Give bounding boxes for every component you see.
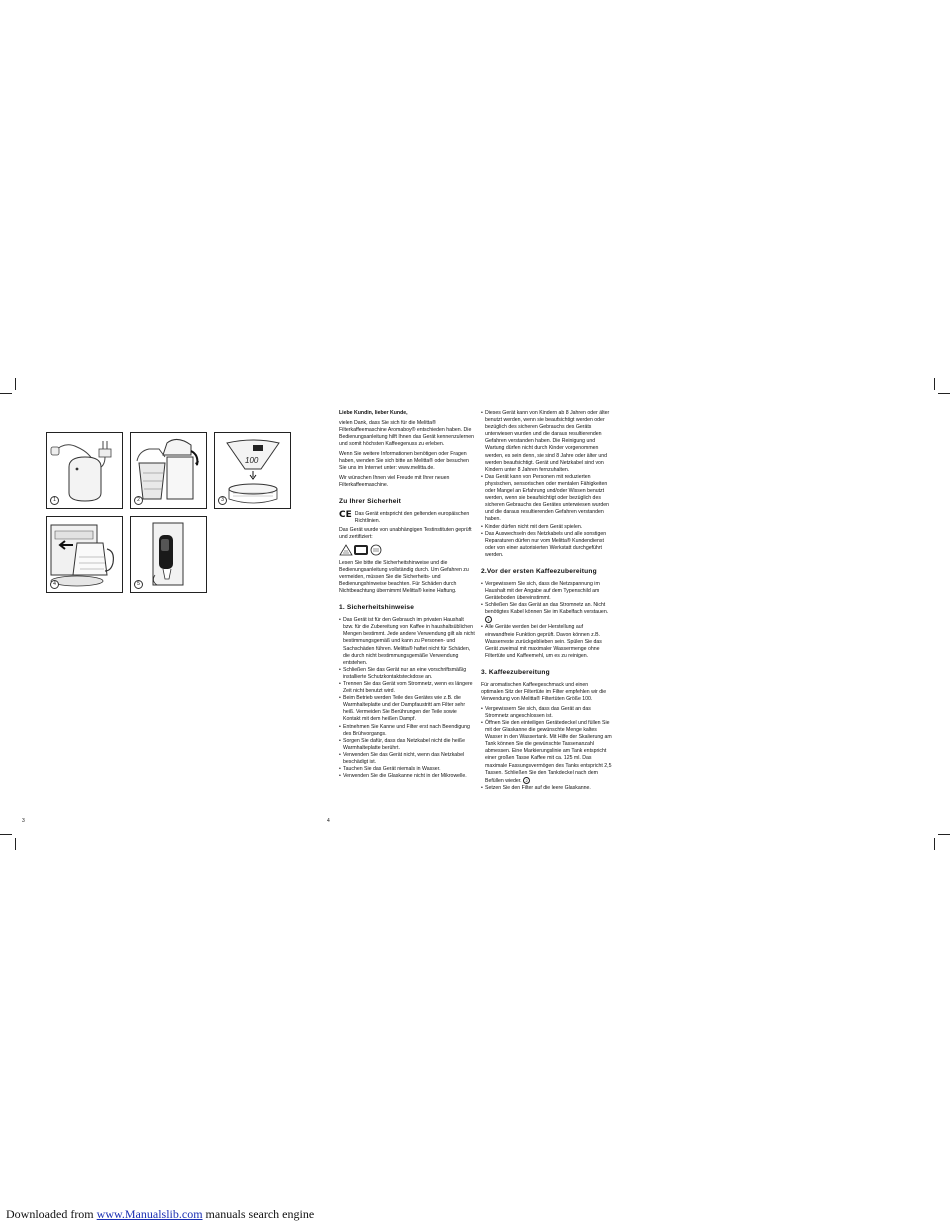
filter-100-icon <box>215 433 290 508</box>
ce-text: Das Gerät entspricht den geltenden europäischen Richtlinien. <box>354 510 470 524</box>
crop-mark <box>938 393 950 394</box>
intro-paragraph: vielen Dank, dass Sie sich für die Melitta® Filterkaffeemaschine Aromaboy® entschieden haben. Die Bedienungsanleitung hilft Ihnen das Gerät kennenzulernen und somit höchsten Kaffeegenuss zu erleben. <box>339 419 474 447</box>
list-item: • Vergewissern Sie sich, dass die Netzspannung im Haushalt mit der Angabe auf dem Typenschild am Geräteboden übereinstimmt. <box>481 581 612 602</box>
plug-machine-icon <box>47 433 122 508</box>
safety-note: Lesen Sie bitte die Sicherheitshinweise und die Bedienungsanleitung vollständig durch. Um Gefahren zu vermeiden, müssen Sie die Sicherheits- und Bedienungshinweise beachten. Für Schäden durch Nichtbeachtung übernimmt Melitta® keine Haftung. <box>339 559 469 595</box>
heading-section-3: 3. Kaffeezubereitung <box>481 668 550 676</box>
list-item: • Vergewissern Sie sich, dass das Gerät an das Stromnetz angeschlossen ist. <box>481 706 612 720</box>
page-number-right: 4 <box>327 818 330 824</box>
salutation: Liebe Kundin, lieber Kunde, <box>339 410 408 416</box>
figure-4 <box>46 516 123 593</box>
list-item: • Tauchen Sie das Gerät niemals in Wasser. <box>339 766 475 773</box>
list-item: • Öffnen Sie den einteiligen Gerätedeckel und füllen Sie mit der Glaskanne die gewünschte Menge kaltes Wasser in den Wassertank. Mit Hilfe der Skalierung am Tank können Sie die gewünschte Tassenanzahl abmessen. Eine Markierungslinie am Tank entspricht einer großen Tasse Kaffee mit ca. 125 ml. Das maximale Fassungsvermögen des Tanks entspricht 2,5 Tassen. Schließen Sie den Tankdeckel nach dem Befüllen wieder. 2 <box>481 720 612 785</box>
svg-text:100: 100 <box>245 456 259 465</box>
switch-icon <box>131 517 206 592</box>
certification-marks <box>339 544 475 556</box>
footer-suffix: manuals search engine <box>202 1207 315 1221</box>
manualslib-link[interactable]: www.Manualslib.com <box>96 1207 203 1221</box>
safety-list <box>339 617 475 780</box>
crop-mark <box>0 393 12 394</box>
crop-mark <box>15 378 16 390</box>
figure-1 <box>46 432 123 509</box>
tested-text: Das Gerät wurde von unabhängigen Testinstituten geprüft und zertifiziert: <box>339 526 472 540</box>
ce-mark-icon: CE <box>339 509 352 520</box>
figure-number: 1 <box>50 496 59 505</box>
figure-number: 4 <box>50 580 59 589</box>
list-item: • Setzen Sie den Filter auf die leere Glaskanne. <box>481 785 612 792</box>
crop-mark <box>0 834 12 835</box>
list-item: • Das Gerät ist für den Gebrauch im privaten Haushalt bzw. für die Zubereitung von Kaffee in haushaltsüblichen Mengen bestimmt. Jede andere Verwendung gilt als nicht bestimmungsgemäß und kann zu Personen- und Sachschäden führen. Melitta® haftet nicht für Schäden, die durch nicht bestimmungsgemäße Verwendung entstehen. <box>339 617 475 667</box>
figure-number: 2 <box>134 496 143 505</box>
heading-safety: Zu Ihrer Sicherheit <box>339 497 402 505</box>
list-item: • Verwenden Sie das Gerät nicht, wenn das Netzkabel beschädigt ist. <box>339 752 475 766</box>
list-item: • Schließen Sie das Gerät an das Stromnetz an. Nicht benötigtes Kabel können Sie im Kabelfach verstauen. 1 <box>481 602 612 624</box>
list-item: • Das Auswechseln des Netzkabels und alle sonstigen Reparaturen dürfen nur vom Melitta® Kundendienst oder von einer autorisierten Werkstatt durchgeführt werden. <box>481 531 612 559</box>
figure-number: 3 <box>218 496 227 505</box>
figure-ref-icon: 2 <box>523 777 530 784</box>
intro-paragraph: Wenn Sie weitere Informationen benötigen oder Fragen haben, wenden Sie sich bitte an Melitta® oder besuchen Sie uns im Internet unter: www.melitta.de. <box>339 450 469 471</box>
column-left <box>339 410 475 783</box>
list-item: • Beim Betrieb werden Teile des Gerätes wie z.B. die Warmhalteplatte und der Dampfaustritt am Filter sehr heiß. Vermeiden Sie Berührungen der Teile sowie Kontakt mit dem heißen Dampf. <box>339 695 475 723</box>
list-item: • Entnehmen Sie Kanne und Filter erst nach Beendigung des Brühvorgangs. <box>339 724 475 738</box>
water-tank-icon <box>131 433 206 508</box>
footer-prefix: Downloaded from <box>6 1207 97 1221</box>
first-use-list <box>481 581 612 660</box>
list-item: • Kinder dürfen nicht mit dem Gerät spielen. <box>481 524 612 531</box>
crop-mark <box>15 838 16 850</box>
page-number-left: 3 <box>22 818 25 824</box>
list-item: • Sorgen Sie dafür, dass das Netzkabel nicht die heiße Warmhalteplatte berührt. <box>339 738 475 752</box>
list-item: • Verwenden Sie die Glaskanne nicht in der Mikrowelle. <box>339 773 475 780</box>
brewing-list <box>481 706 612 792</box>
figure-2 <box>130 432 207 509</box>
crop-mark <box>938 834 950 835</box>
heading-section-2: 2.Vor der ersten Kaffeezubereitung <box>481 567 597 575</box>
figure-5 <box>130 516 207 593</box>
brewing-intro: Für aromatischen Kaffeegeschmack und einen optimalen Sitz der Filtertüte im Filter empfehlen wir die Verwendung von Melitta® Filtertüten Größe 100. <box>481 681 607 703</box>
crop-mark <box>934 378 935 390</box>
crop-mark <box>934 838 935 850</box>
ce-statement <box>339 511 475 525</box>
list-item: • Trennen Sie das Gerät vom Stromnetz, wenn es längere Zeit nicht benutzt wird. <box>339 681 475 695</box>
list-item: • Das Gerät kann von Personen mit reduzierten physischen, sensorischen oder mentalen Fähigkeiten oder Mangel an Erfahrung und/oder Wissen benutzt werden, wenn sie beaufsichtigt oder bezüglich des sicheren Gebrauchs des Gerätes unterwiesen wurden und die daraus resultierenden Gefahren verstanden haben. <box>481 474 612 524</box>
insert-carafe-icon <box>47 517 122 592</box>
intro-paragraph: Wir wünschen Ihnen viel Freude mit Ihrer neuen Filterkaffeemaschine. <box>339 474 450 488</box>
figure-3 <box>214 432 291 509</box>
figure-ref-icon: 1 <box>485 616 492 623</box>
list-item: • Alle Geräte werden bei der Herstellung auf einwandfreie Funktion geprüft. Davon können z.B. Wasserreste zurückgeblieben sein. Spülen Sie das Gerät zweimal mit maximaler Wassermenge ohne Filtertüte und Kaffeemehl, um es zu reinigen. <box>481 624 612 659</box>
heading-section-1: 1. Sicherheitshinweise <box>339 604 415 612</box>
safety-list-continued <box>481 410 612 559</box>
column-right <box>481 410 612 795</box>
certification-icons <box>339 544 383 556</box>
list-item: • Dieses Gerät kann von Kindern ab 8 Jahren oder älter benutzt werden, wenn sie beaufsichtigt werden oder bezüglich des sicheren Gebrauchs des Geräts unterwiesen wurden und die daraus resultierenden Gefahren verstanden haben. Die Reinigung und Wartung dürfen nicht durch Kinder vorgenommen werden, es sein denn, sie sind 8 Jahre oder älter und werden beaufsichtigt. Gerät und Netzkabel sind von Kindern unter 8 Jahren fernzuhalten. <box>481 410 612 474</box>
download-footer <box>6 1207 314 1222</box>
figure-number: 5 <box>134 580 143 589</box>
list-item: • Schließen Sie das Gerät nur an eine vorschriftsmäßig installierte Schutzkontaktsteckdose an. <box>339 667 475 681</box>
